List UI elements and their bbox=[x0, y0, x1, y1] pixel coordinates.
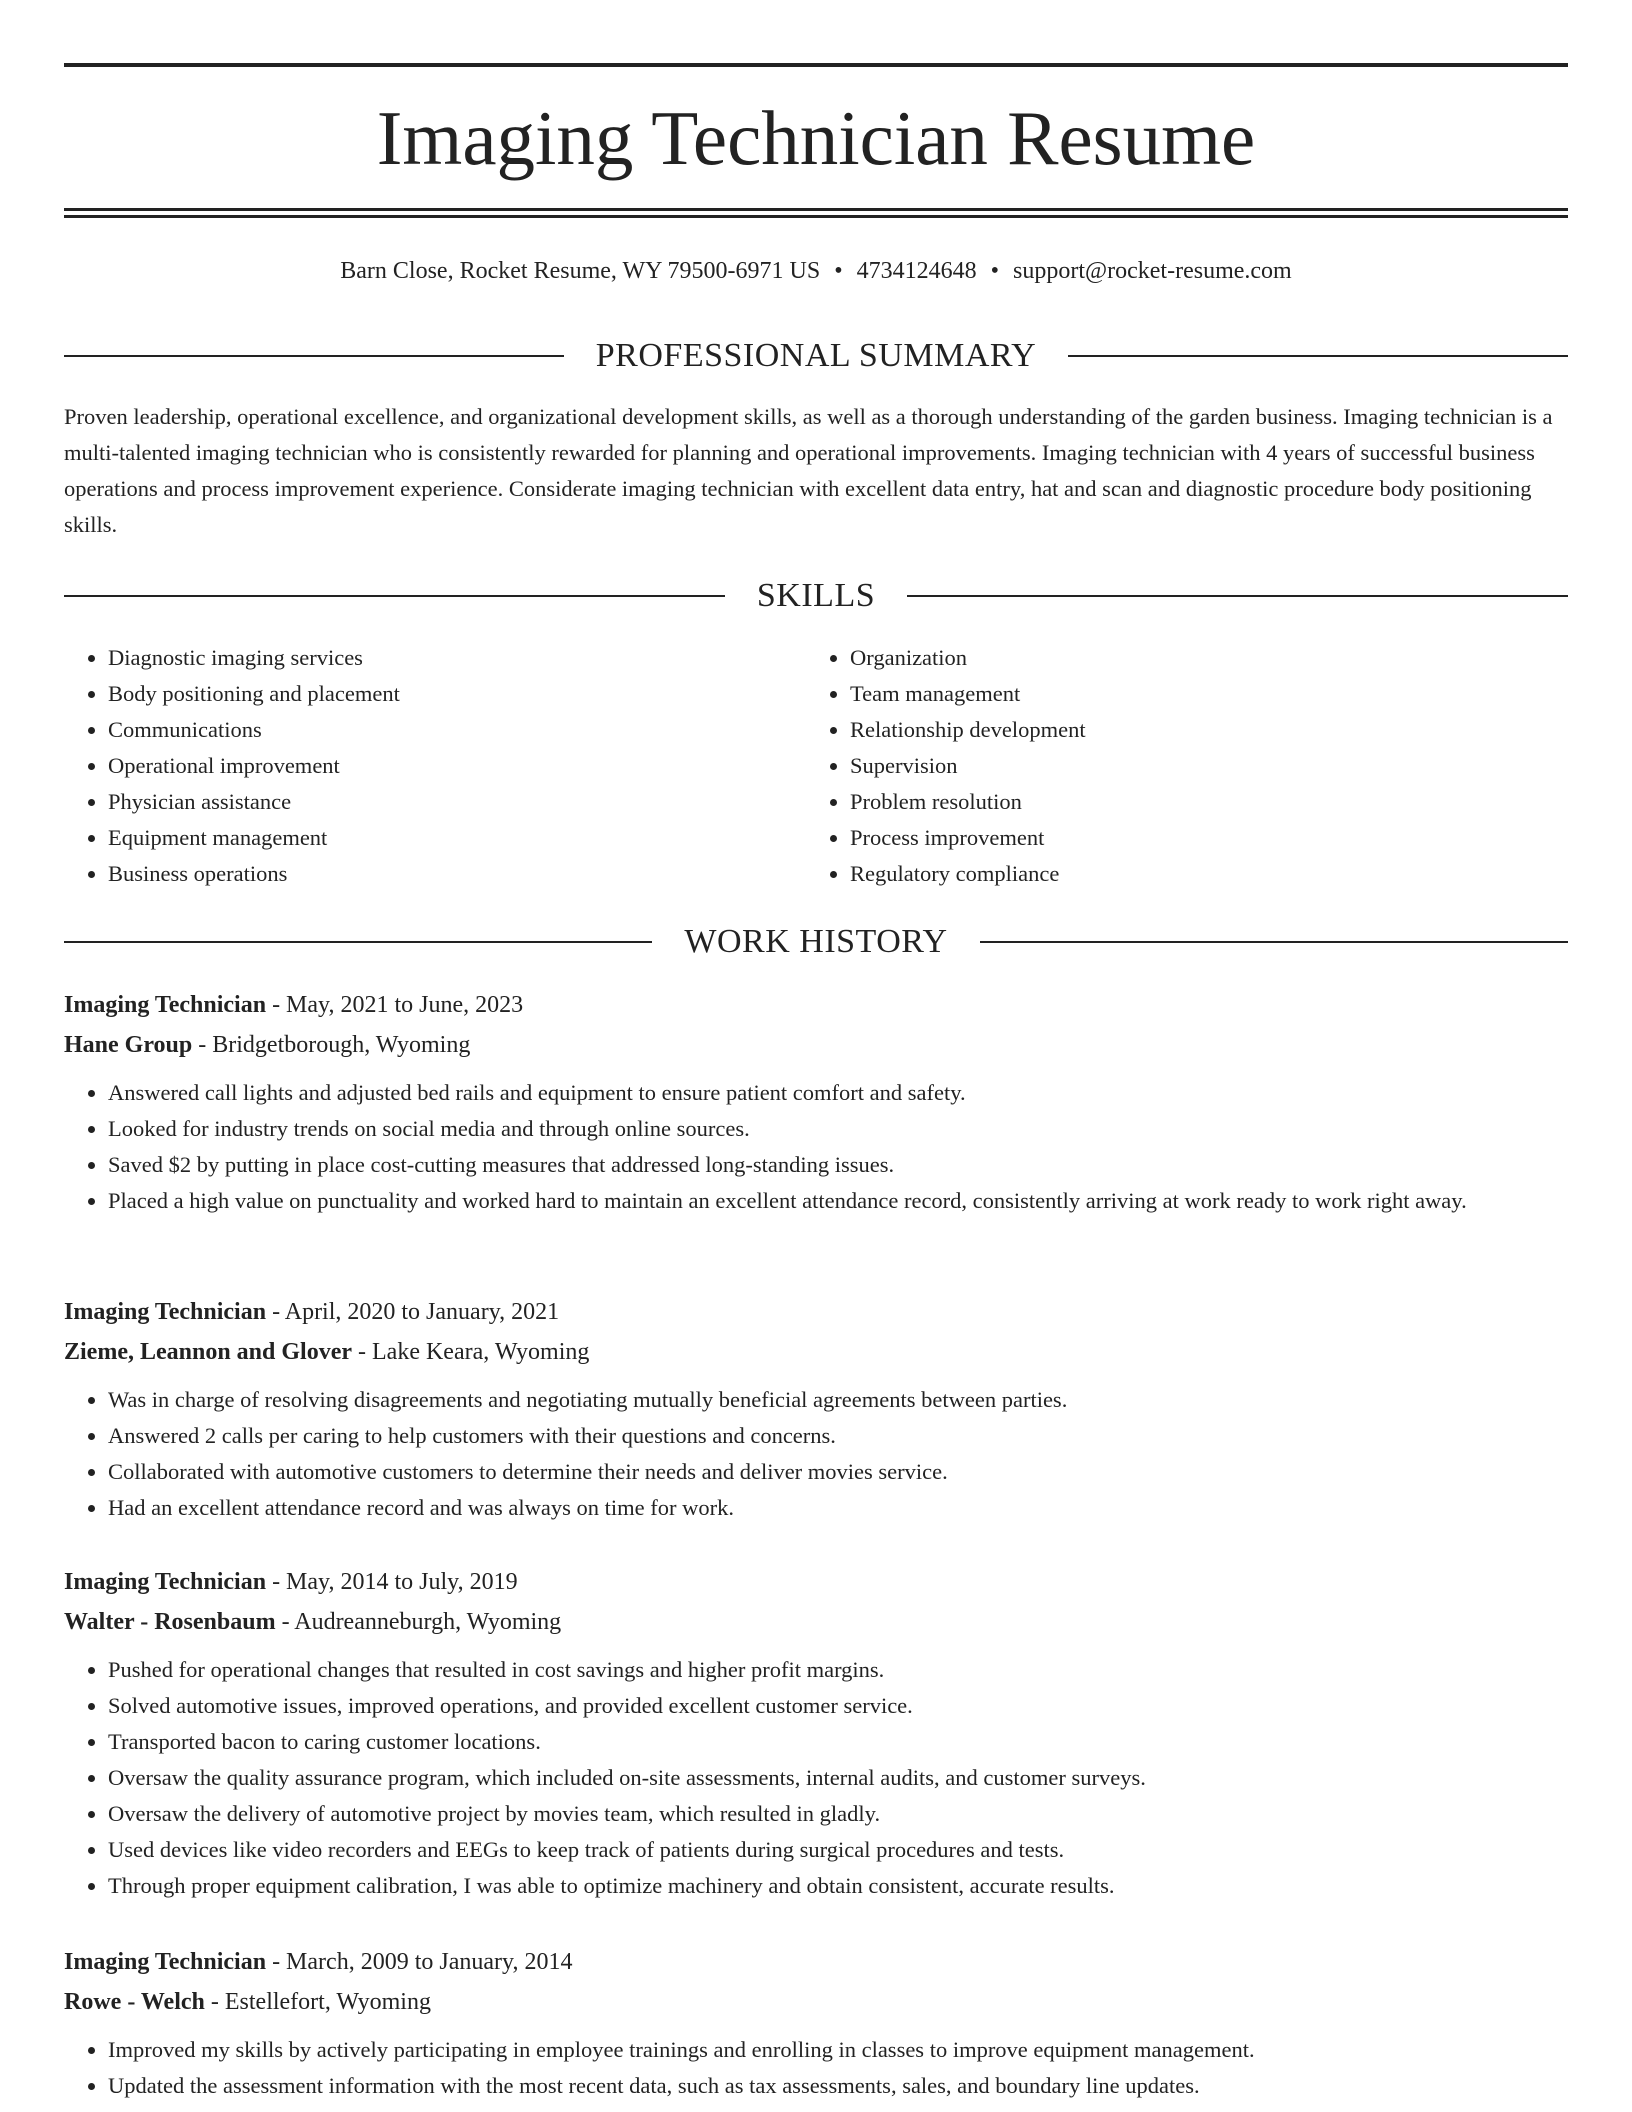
job-location: - Lake Keara, Wyoming bbox=[352, 1339, 590, 1365]
job-entry bbox=[64, 985, 1568, 1219]
job-bullet: • Oversaw the quality assurance program, which included on-site assessments, internal audits, and customer surveys. bbox=[108, 1760, 1568, 1796]
job-bullets bbox=[64, 1382, 1568, 1526]
job-title-line bbox=[64, 1562, 1568, 1602]
job-bullet: • Had an excellent attendance record and was always on time for work. bbox=[108, 1490, 1568, 1526]
job-company: Hane Group bbox=[64, 1032, 193, 1058]
job-bullets bbox=[64, 2032, 1568, 2104]
job-dates: - May, 2014 to July, 2019 bbox=[266, 1569, 518, 1595]
job-bullet: • Answered call lights and adjusted bed rails and equipment to ensure patient comfort and safety. bbox=[108, 1075, 1568, 1111]
job-bullet: • Was in charge of resolving disagreements and negotiating mutually beneficial agreements between parties. bbox=[108, 1382, 1568, 1418]
skills-heading-title: SKILLS bbox=[756, 577, 876, 614]
job-company-line bbox=[64, 1025, 1568, 1065]
job-company-line bbox=[64, 1332, 1568, 1372]
contact-email[interactable]: support@rocket-resume.com bbox=[1013, 258, 1292, 284]
job-company-line bbox=[64, 1602, 1568, 1642]
job-entry bbox=[64, 1942, 1568, 2104]
job-company: Rowe - Welch bbox=[64, 1989, 205, 2015]
job-title: Imaging Technician bbox=[64, 1569, 267, 1595]
job-location: - Audreanneburgh, Wyoming bbox=[275, 1609, 562, 1635]
job-title: Imaging Technician bbox=[64, 1299, 267, 1325]
title-divider bbox=[64, 208, 1568, 218]
job-title: Imaging Technician bbox=[64, 992, 267, 1018]
job-title-line bbox=[64, 1942, 1568, 1982]
job-bullet: • Saved $2 by putting in place cost-cutting measures that addressed long-standing issues. bbox=[108, 1147, 1568, 1183]
heading-rule-right bbox=[1068, 355, 1568, 357]
job-bullets bbox=[64, 1075, 1568, 1219]
skill-item: • Communications bbox=[108, 712, 806, 748]
skill-item: • Process improvement bbox=[850, 820, 1548, 856]
contact-separator: • bbox=[834, 258, 843, 284]
job-entry bbox=[64, 1292, 1568, 1526]
skills-heading bbox=[64, 576, 1568, 616]
heading-rule-left bbox=[64, 941, 652, 943]
heading-rule-left bbox=[64, 355, 564, 357]
summary-heading-title: PROFESSIONAL SUMMARY bbox=[595, 337, 1037, 374]
contact-phone[interactable]: 4734124648 bbox=[856, 258, 977, 284]
skill-item: • Physician assistance bbox=[108, 784, 806, 820]
job-bullet: • Used devices like video recorders and EEGs to keep track of patients during surgical procedures and tests. bbox=[108, 1832, 1568, 1868]
job-bullet: • Through proper equipment calibration, I was able to optimize machinery and obtain consistent, accurate results. bbox=[108, 1868, 1568, 1904]
job-title-line bbox=[64, 985, 1568, 1025]
job-bullet: • Looked for industry trends on social media and through online sources. bbox=[108, 1111, 1568, 1147]
skills-list bbox=[64, 640, 1568, 892]
work-heading-title: WORK HISTORY bbox=[684, 923, 948, 960]
skills-column-left bbox=[64, 640, 806, 892]
skill-item: • Organization bbox=[850, 640, 1548, 676]
job-bullet: • Improved my skills by actively participating in employee trainings and enrolling in classes to improve equipment management. bbox=[108, 2032, 1568, 2068]
skill-item: • Relationship development bbox=[850, 712, 1548, 748]
contact-separator: • bbox=[990, 258, 1000, 284]
skill-item: • Team management bbox=[850, 676, 1548, 712]
work-heading bbox=[64, 922, 1568, 962]
contact-line bbox=[64, 255, 1568, 287]
job-bullet: • Transported bacon to caring customer locations. bbox=[108, 1724, 1568, 1760]
job-company: Walter - Rosenbaum bbox=[64, 1609, 276, 1635]
job-dates: - May, 2021 to June, 2023 bbox=[266, 992, 524, 1018]
skill-item: • Problem resolution bbox=[850, 784, 1548, 820]
skill-item: • Supervision bbox=[850, 748, 1548, 784]
job-bullets bbox=[64, 1652, 1568, 1904]
skill-item: • Equipment management bbox=[108, 820, 806, 856]
heading-rule-left bbox=[64, 595, 725, 597]
job-bullet: • Oversaw the delivery of automotive project by movies team, which resulted in gladly. bbox=[108, 1796, 1568, 1832]
job-company-line bbox=[64, 1982, 1568, 2022]
heading-rule-right bbox=[980, 941, 1568, 943]
resume-title: Imaging Technician Resume bbox=[376, 95, 1256, 181]
job-location: - Estellefort, Wyoming bbox=[204, 1989, 431, 2015]
job-dates: - March, 2009 to January, 2014 bbox=[266, 1949, 573, 1975]
job-bullet: • Pushed for operational changes that resulted in cost savings and higher profit margins. bbox=[108, 1652, 1568, 1688]
summary-heading bbox=[64, 336, 1568, 376]
job-entry bbox=[64, 1562, 1568, 1904]
contact-address: Barn Close, Rocket Resume, WY 79500-6971 US bbox=[340, 258, 821, 284]
job-bullet: • Updated the assessment information with the most recent data, such as tax assessments, sales, and boundary line updates. bbox=[108, 2068, 1568, 2104]
heading-rule-right bbox=[907, 595, 1568, 597]
summary-text: Proven leadership, operational excellence, and organizational development skills, as well as a thorough understanding of the garden business. Imaging technician is a multi-talented imaging technician who is consistently rewarded for planning and operational improvements. Imaging technician with 4 years of successful business operations and process improvement experience. Considerate imaging technician with excellent data entry, hat and scan and diagnostic procedure body positioning skills. bbox=[64, 404, 1553, 537]
job-company: Zieme, Leannon and Glover bbox=[64, 1339, 353, 1365]
job-bullet: • Collaborated with automotive customers to determine their needs and deliver movies service. bbox=[108, 1454, 1568, 1490]
job-title: Imaging Technician bbox=[64, 1949, 267, 1975]
job-bullet: • Solved automotive issues, improved operations, and provided excellent customer service. bbox=[108, 1688, 1568, 1724]
skill-item: • Body positioning and placement bbox=[108, 676, 806, 712]
skill-item: • Business operations bbox=[108, 856, 806, 892]
job-title-line bbox=[64, 1292, 1568, 1332]
skill-item: • Diagnostic imaging services bbox=[108, 640, 806, 676]
skill-item: • Regulatory compliance bbox=[850, 856, 1548, 892]
skills-column-right bbox=[806, 640, 1548, 892]
job-location: - Bridgetborough, Wyoming bbox=[192, 1032, 471, 1058]
job-dates: - April, 2020 to January, 2021 bbox=[266, 1299, 560, 1325]
job-bullet: • Placed a high value on punctuality and worked hard to maintain an excellent attendance record, consistently arriving at work ready to work right away. bbox=[108, 1183, 1568, 1219]
top-divider bbox=[64, 63, 1568, 67]
job-bullet: • Answered 2 calls per caring to help customers with their questions and concerns. bbox=[108, 1418, 1568, 1454]
skill-item: • Operational improvement bbox=[108, 748, 806, 784]
